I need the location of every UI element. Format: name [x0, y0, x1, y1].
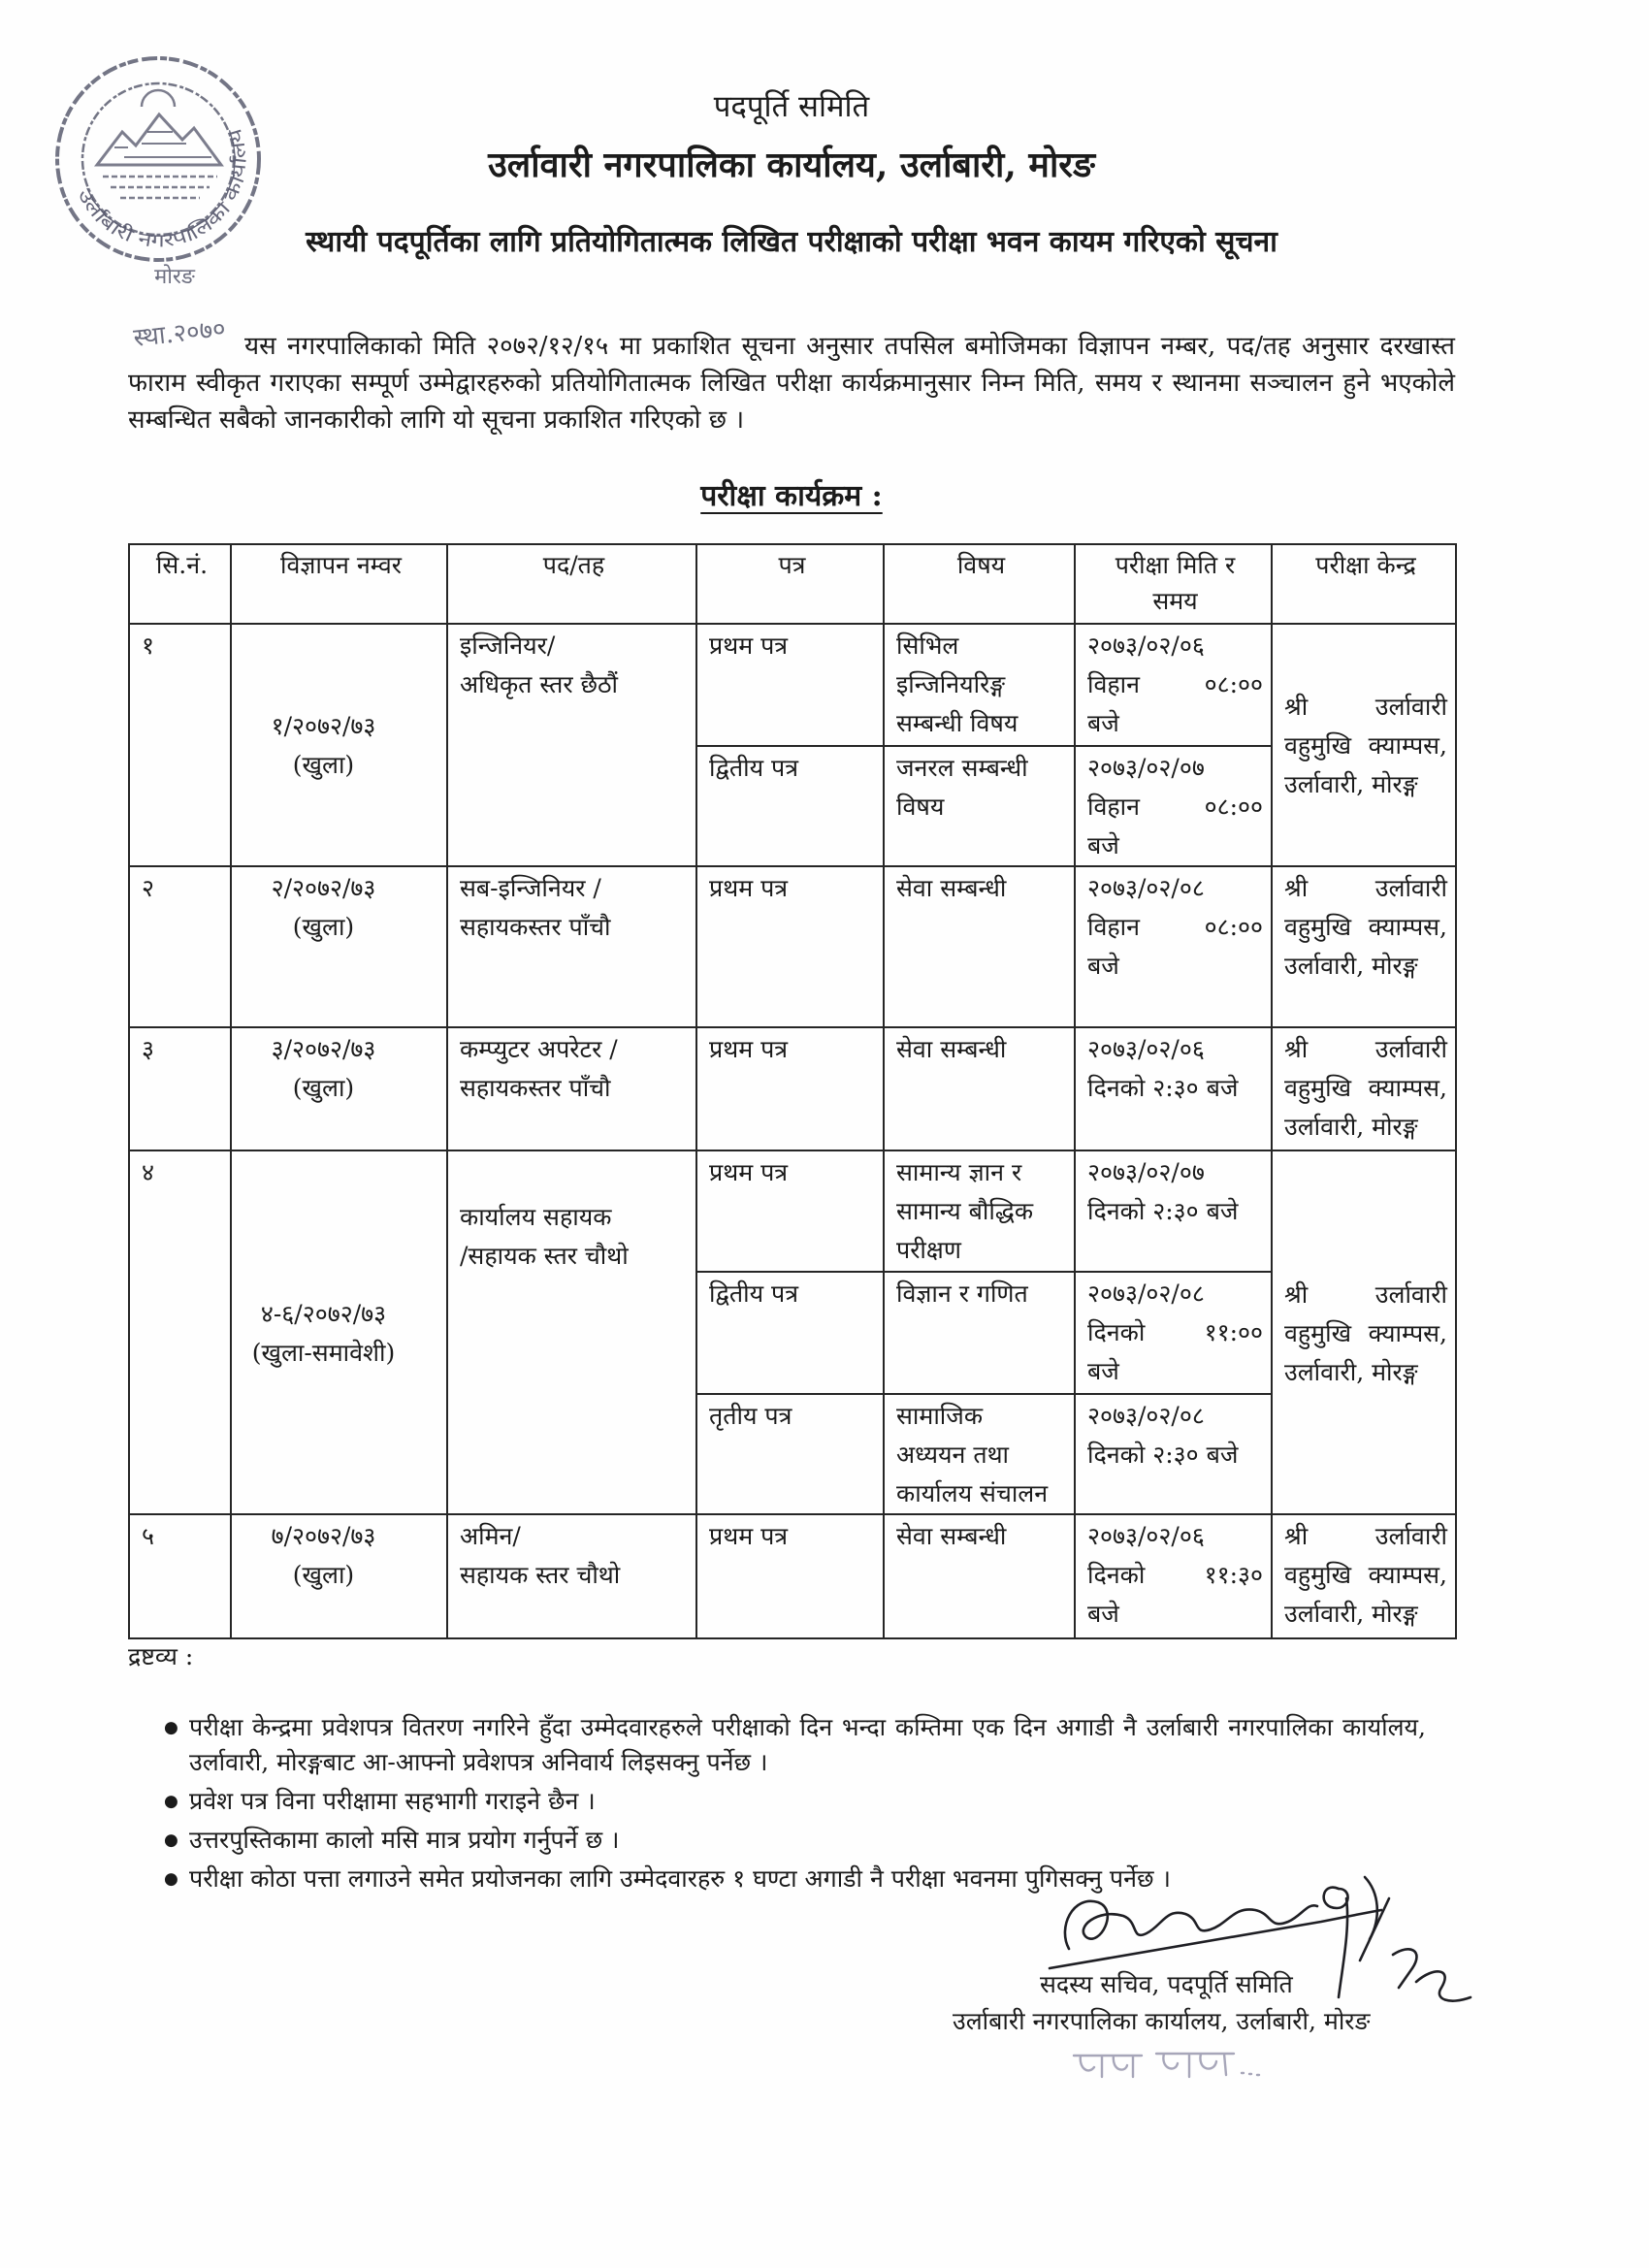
subject-cell — [884, 1514, 1075, 1638]
bullet-icon: ● — [164, 1718, 178, 1737]
exam-centre-cell-line: वहुमुखि क्याम्पस, — [1284, 1561, 1447, 1589]
notes-label: द्रष्टव्य : — [128, 1642, 194, 1670]
exam-centre-cell-line: उर्लावारी, मोरङ्ग — [1284, 1357, 1418, 1386]
note-text: परीक्षा कोठा पत्ता लगाउने समेत प्रयोजनका लागि उम्मेदवारहरु १ घण्टा अगाडी नै परीक्षा भवनमा पुगिसक्नु पर्नेछ । — [189, 1864, 1171, 1893]
post-level-cell — [447, 1027, 696, 1150]
subject-cell-line: सेवा सम्बन्धी — [896, 1035, 1007, 1063]
exam-centre-cell-line: वहुमुखि क्याम्पस, — [1284, 731, 1447, 760]
advertisement-number-cell-line: (खुला) — [292, 913, 355, 941]
exam-datetime-cell — [1075, 1150, 1272, 1272]
intro-paragraph: यस नगरपालिकाको मिति २०७२/१२/१५ मा प्रकाशित सूचना अनुसार तपसिल बमोजिमका विज्ञापन नम्बर, पद/तह अनुसार दरखास्त फाराम स्वीकृत गराएका सम्पूर्ण उम्मेद्वारहरुको प्रतियोगितात्मक लिखित परीक्षा कार्यक्रमानुसार निम्न मिति, समय र स्थानमा सञ्चालन हुने भएकोले सम्बन्धित सबैको जानकारीको लागि यो सूचना प्रकाशित गरिएको छ । — [128, 332, 1455, 435]
serial-number: ३ — [142, 1035, 155, 1063]
exam-centre-cell — [1272, 1150, 1456, 1514]
exam-datetime-cell-line: बजे — [1087, 709, 1119, 737]
exam-centre-cell — [1272, 624, 1456, 866]
exam-centre-cell — [1272, 866, 1456, 1027]
subject-cell — [884, 624, 1075, 746]
subject-cell-line: कार्यालय संचालन — [896, 1479, 1049, 1507]
post-level-cell-line: कम्प्युटर अपरेटर / — [460, 1035, 618, 1063]
header-subject — [884, 544, 1075, 624]
subject-cell — [884, 1150, 1075, 1272]
signatory-office: उर्लाबारी नगरपालिका कार्यालय, उर्लाबारी, मोरङ — [953, 2007, 1371, 2035]
header-paper-label: पत्र — [778, 551, 806, 579]
exam-datetime-cell-line: बजे — [1087, 952, 1119, 980]
header-centre — [1272, 544, 1456, 624]
note-item — [128, 1710, 1426, 1780]
subject-cell-line: सम्बन्धी विषय — [896, 709, 1018, 737]
advertisement-number-cell-line: ७/२०७२/७३ — [271, 1522, 376, 1550]
subject-cell — [884, 1272, 1075, 1394]
exam-datetime-cell — [1075, 1272, 1272, 1394]
subject-cell — [884, 1027, 1075, 1150]
exam-centre-cell-line: उर्लावारी, मोरङ्ग — [1284, 952, 1418, 980]
exam-centre-cell-line: श्री उर्लावारी — [1284, 693, 1447, 721]
schedule-title: परीक्षा कार्यक्रम : — [700, 479, 883, 513]
exam-datetime-cell-line: २०७३/०२/०८ — [1087, 874, 1205, 902]
advertisement-number-cell-line: (खुला) — [292, 1561, 355, 1589]
serial-number-cell — [129, 1027, 231, 1150]
signatory-designation: सदस्य सचिव, पदपूर्ति समिति — [1040, 1970, 1293, 1998]
header-datetime-label: समय — [1152, 587, 1198, 615]
exam-datetime-cell — [1075, 1027, 1272, 1150]
header-datetime — [1075, 544, 1272, 624]
table-row — [129, 624, 1456, 746]
paper-label: प्रथम पत्र — [709, 1522, 789, 1550]
subject-cell — [884, 1394, 1075, 1514]
handwritten-signature — [1030, 1860, 1476, 2029]
post-level-cell-line: सब-इन्जिनियर / — [460, 874, 601, 902]
exam-centre-cell-line: उर्लावारी, मोरङ्ग — [1284, 770, 1418, 798]
header-advertisement — [231, 544, 447, 624]
signature-strokes — [1050, 1877, 1471, 2001]
subject-cell-line: सामान्य बौद्धिक — [896, 1197, 1034, 1225]
exam-datetime-cell-line: दिनको २:३० बजे — [1087, 1441, 1239, 1469]
table-row — [129, 1150, 1456, 1272]
post-level-cell-line: इन्जिनियर/ — [460, 632, 556, 660]
subject-cell-line: विज्ञान र गणित — [896, 1280, 1028, 1308]
subject-cell-line: सेवा सम्बन्धी — [896, 874, 1007, 902]
subject-cell-line: जनरल सम्बन्धी — [896, 754, 1028, 782]
exam-datetime-cell-line: दिनको २:३० बजे — [1087, 1197, 1239, 1225]
post-level-cell — [447, 1514, 696, 1638]
exam-datetime-cell-line: दिनको ११:०० — [1087, 1318, 1263, 1346]
subject-cell — [884, 746, 1075, 866]
exam-datetime-cell-line: विहान ०८:०० — [1087, 670, 1263, 698]
subject-cell-line: इन्जिनियरिङ्ग — [896, 670, 1006, 698]
schedule-heading — [128, 477, 1455, 516]
exam-centre-cell-line: श्री उर्लावारी — [1284, 1522, 1447, 1550]
exam-centre-cell-line: श्री उर्लावारी — [1284, 1280, 1447, 1309]
exam-datetime-cell-line: २०७३/०२/०६ — [1087, 632, 1205, 660]
paper-cell — [696, 1514, 884, 1638]
exam-centre-cell-line: श्री उर्लावारी — [1284, 1035, 1447, 1063]
paper-cell — [696, 1394, 884, 1514]
post-level-cell-line: कार्यालय सहायक — [460, 1203, 612, 1231]
exam-centre-cell — [1272, 1514, 1456, 1638]
exam-datetime-cell-line: २०७३/०२/०६ — [1087, 1035, 1205, 1063]
post-level-cell-line: सहायकस्तर पाँचौ — [460, 913, 611, 941]
paper-cell — [696, 1027, 884, 1150]
seal-established-text: स्था.२०७० — [132, 314, 228, 353]
subject-cell-line: सेवा सम्बन्धी — [896, 1522, 1007, 1550]
serial-number: २ — [142, 874, 155, 902]
paper-label: प्रथम पत्र — [709, 874, 789, 902]
subject-cell-line: अध्ययन तथा — [896, 1441, 1010, 1469]
exam-datetime-cell-line: दिनको २:३० बजे — [1087, 1074, 1239, 1102]
exam-centre-cell — [1272, 1027, 1456, 1150]
table-row — [129, 1514, 1456, 1638]
exam-datetime-cell — [1075, 1394, 1272, 1514]
post-level-cell-line: अधिकृत स्तर छैठौं — [460, 670, 619, 698]
exam-datetime-cell-line: २०७३/०२/०७ — [1087, 1158, 1205, 1186]
exam-centre-cell-line: उर्लावारी, मोरङ्ग — [1284, 1113, 1418, 1141]
header-centre-label: परीक्षा केन्द्र — [1315, 551, 1416, 579]
advertisement-number-cell-line: ३/२०७२/७३ — [271, 1035, 376, 1063]
table-body — [129, 624, 1456, 1638]
serial-number-cell — [129, 866, 231, 1027]
header-post — [447, 544, 696, 624]
exam-datetime-cell-line: २०७३/०२/०८ — [1087, 1402, 1205, 1430]
paper-cell — [696, 866, 884, 1027]
table-row — [129, 1027, 1456, 1150]
header-paper — [696, 544, 884, 624]
paper-cell — [696, 624, 884, 746]
serial-number: १ — [142, 632, 155, 660]
exam-datetime-cell-line: २०७३/०२/०७ — [1087, 754, 1205, 782]
header-serial-label: सि.नं. — [155, 551, 209, 579]
subject-cell-line: सामाजिक — [896, 1402, 984, 1430]
paper-label: द्वितीय पत्र — [709, 1280, 799, 1308]
table-header-row — [129, 544, 1456, 624]
exam-datetime-cell — [1075, 746, 1272, 866]
subject-cell — [884, 866, 1075, 1027]
exam-datetime-cell-line: २०७३/०२/०८ — [1087, 1280, 1205, 1308]
paper-label: प्रथम पत्र — [709, 632, 789, 660]
header-advertisement-label: विज्ञापन नम्वर — [279, 551, 403, 579]
paper-cell — [696, 746, 884, 866]
table-row — [129, 866, 1456, 1027]
exam-datetime-cell-line: बजे — [1087, 831, 1119, 859]
exam-datetime-cell-line: बजे — [1087, 1600, 1119, 1628]
note-text: परीक्षा केन्द्रमा प्रवेशपत्र वितरण नगरिने हुँदा उम्मेदवारहरुले परीक्षाको दिन भन्दा कम्तिमा एक दिन अगाडी नै उर्लाबारी नगरपालिका कार्यालय, उर्लावारी, मोरङ्गबाट आ-आफ्नो प्रवेशपत्र अनिवार्य लिइसक्नु पर्नेछ । — [189, 1713, 1426, 1776]
serial-number-cell — [129, 624, 231, 866]
advertisement-number-cell-line: ४-६/२०७२/७३ — [260, 1299, 387, 1328]
post-level-cell-line: /सहायक स्तर चौथो — [460, 1242, 629, 1270]
note-item — [128, 1823, 1426, 1858]
exam-datetime-cell — [1075, 624, 1272, 746]
serial-number-cell — [129, 1150, 231, 1514]
post-level-cell — [447, 624, 696, 866]
bullet-icon: ● — [164, 1831, 178, 1850]
header-datetime-label: परीक्षा मिति र — [1115, 551, 1236, 579]
office-heading: उर्लावारी नगरपालिका कार्यालय, उर्लाबारी, मोरङ — [488, 145, 1095, 185]
note-item — [128, 1784, 1426, 1819]
document-body — [128, 0, 1455, 2085]
bullet-icon: ● — [164, 1792, 178, 1811]
exam-datetime-cell-line: विहान ०८:०० — [1087, 793, 1263, 821]
committee-heading: पदपूर्ति समिति — [713, 89, 870, 124]
header-subject-label: विषय — [956, 551, 1006, 579]
subject-cell-line: सामान्य ज्ञान र — [896, 1158, 1022, 1186]
signature-block — [128, 1966, 1455, 2085]
advertisement-number-cell — [231, 866, 447, 1027]
stamp-strokes — [1074, 2054, 1259, 2077]
exam-centre-cell-line: वहुमुखि क्याम्पस, — [1284, 913, 1447, 941]
post-level-cell-line: सहायक स्तर चौथो — [460, 1561, 621, 1589]
exam-centre-cell-line: श्री उर्लावारी — [1284, 874, 1447, 902]
paper-label: प्रथम पत्र — [709, 1158, 789, 1186]
exam-centre-cell-line: उर्लावारी, मोरङ्ग — [1284, 1600, 1418, 1628]
exam-centre-cell-line: वहुमुखि क्याम्पस, — [1284, 1318, 1447, 1347]
rubber-stamp-mark — [1069, 2044, 1263, 2085]
exam-datetime-cell — [1075, 1514, 1272, 1638]
note-text: उत्तरपुस्तिकामा कालो मसि मात्र प्रयोग गर्नुपर्ने छ । — [189, 1826, 620, 1854]
advertisement-number-cell — [231, 1514, 447, 1638]
post-level-cell-line: अमिन/ — [460, 1522, 521, 1550]
paper-label: प्रथम पत्र — [709, 1035, 789, 1063]
advertisement-number-cell-line: २/२०७२/७३ — [271, 874, 376, 902]
subject-cell-line: परीक्षण — [896, 1236, 961, 1264]
subject-cell-line: विषय — [896, 793, 945, 821]
paper-cell — [696, 1150, 884, 1272]
post-level-cell — [447, 1150, 696, 1514]
post-level-cell — [447, 866, 696, 1027]
subject-cell-line: सिभिल — [896, 632, 959, 660]
seal-ring-text: उर्लाबारी नगरपालिका कार्यालय — [73, 129, 251, 252]
exam-centre-cell-line: वहुमुखि क्याम्पस, — [1284, 1074, 1447, 1102]
serial-number: ५ — [142, 1522, 155, 1550]
advertisement-number-cell — [231, 624, 447, 866]
serial-number: ४ — [142, 1158, 155, 1186]
paper-label: द्वितीय पत्र — [709, 754, 799, 782]
exam-datetime-cell — [1075, 866, 1272, 1027]
bullet-icon: ● — [164, 1869, 178, 1889]
note-text: प्रवेश पत्र विना परीक्षामा सहभागी गराइने छैन । — [189, 1787, 596, 1815]
advertisement-number-cell — [231, 1150, 447, 1514]
advertisement-number-cell — [231, 1027, 447, 1150]
exam-datetime-cell-line: बजे — [1087, 1357, 1119, 1385]
header-serial — [129, 544, 231, 624]
advertisement-number-cell-line: (खुला-समावेशी) — [251, 1338, 396, 1367]
header-post-label: पद/तह — [542, 551, 605, 579]
paper-label: तृतीय पत्र — [709, 1402, 792, 1430]
exam-datetime-cell-line: दिनको ११:३० — [1087, 1561, 1263, 1589]
post-level-cell-line: सहायकस्तर पाँचौ — [460, 1074, 611, 1102]
advertisement-number-cell-line: (खुला) — [292, 751, 355, 779]
exam-datetime-cell-line: २०७३/०२/०६ — [1087, 1522, 1205, 1550]
exam-schedule-table — [128, 543, 1457, 1639]
seal-district-text: मोरङ — [154, 265, 195, 289]
paper-cell — [696, 1272, 884, 1394]
advertisement-number-cell-line: (खुला) — [292, 1074, 355, 1102]
notice-title: स्थायी पदपूर्तिका लागि प्रतियोगितात्मक लिखित परीक्षाको परीक्षा भवन कायम गरिएको सूचना — [306, 225, 1277, 259]
advertisement-number-cell-line: १/२०७२/७३ — [271, 712, 376, 740]
exam-datetime-cell-line: विहान ०८:०० — [1087, 913, 1263, 941]
serial-number-cell — [129, 1514, 231, 1638]
